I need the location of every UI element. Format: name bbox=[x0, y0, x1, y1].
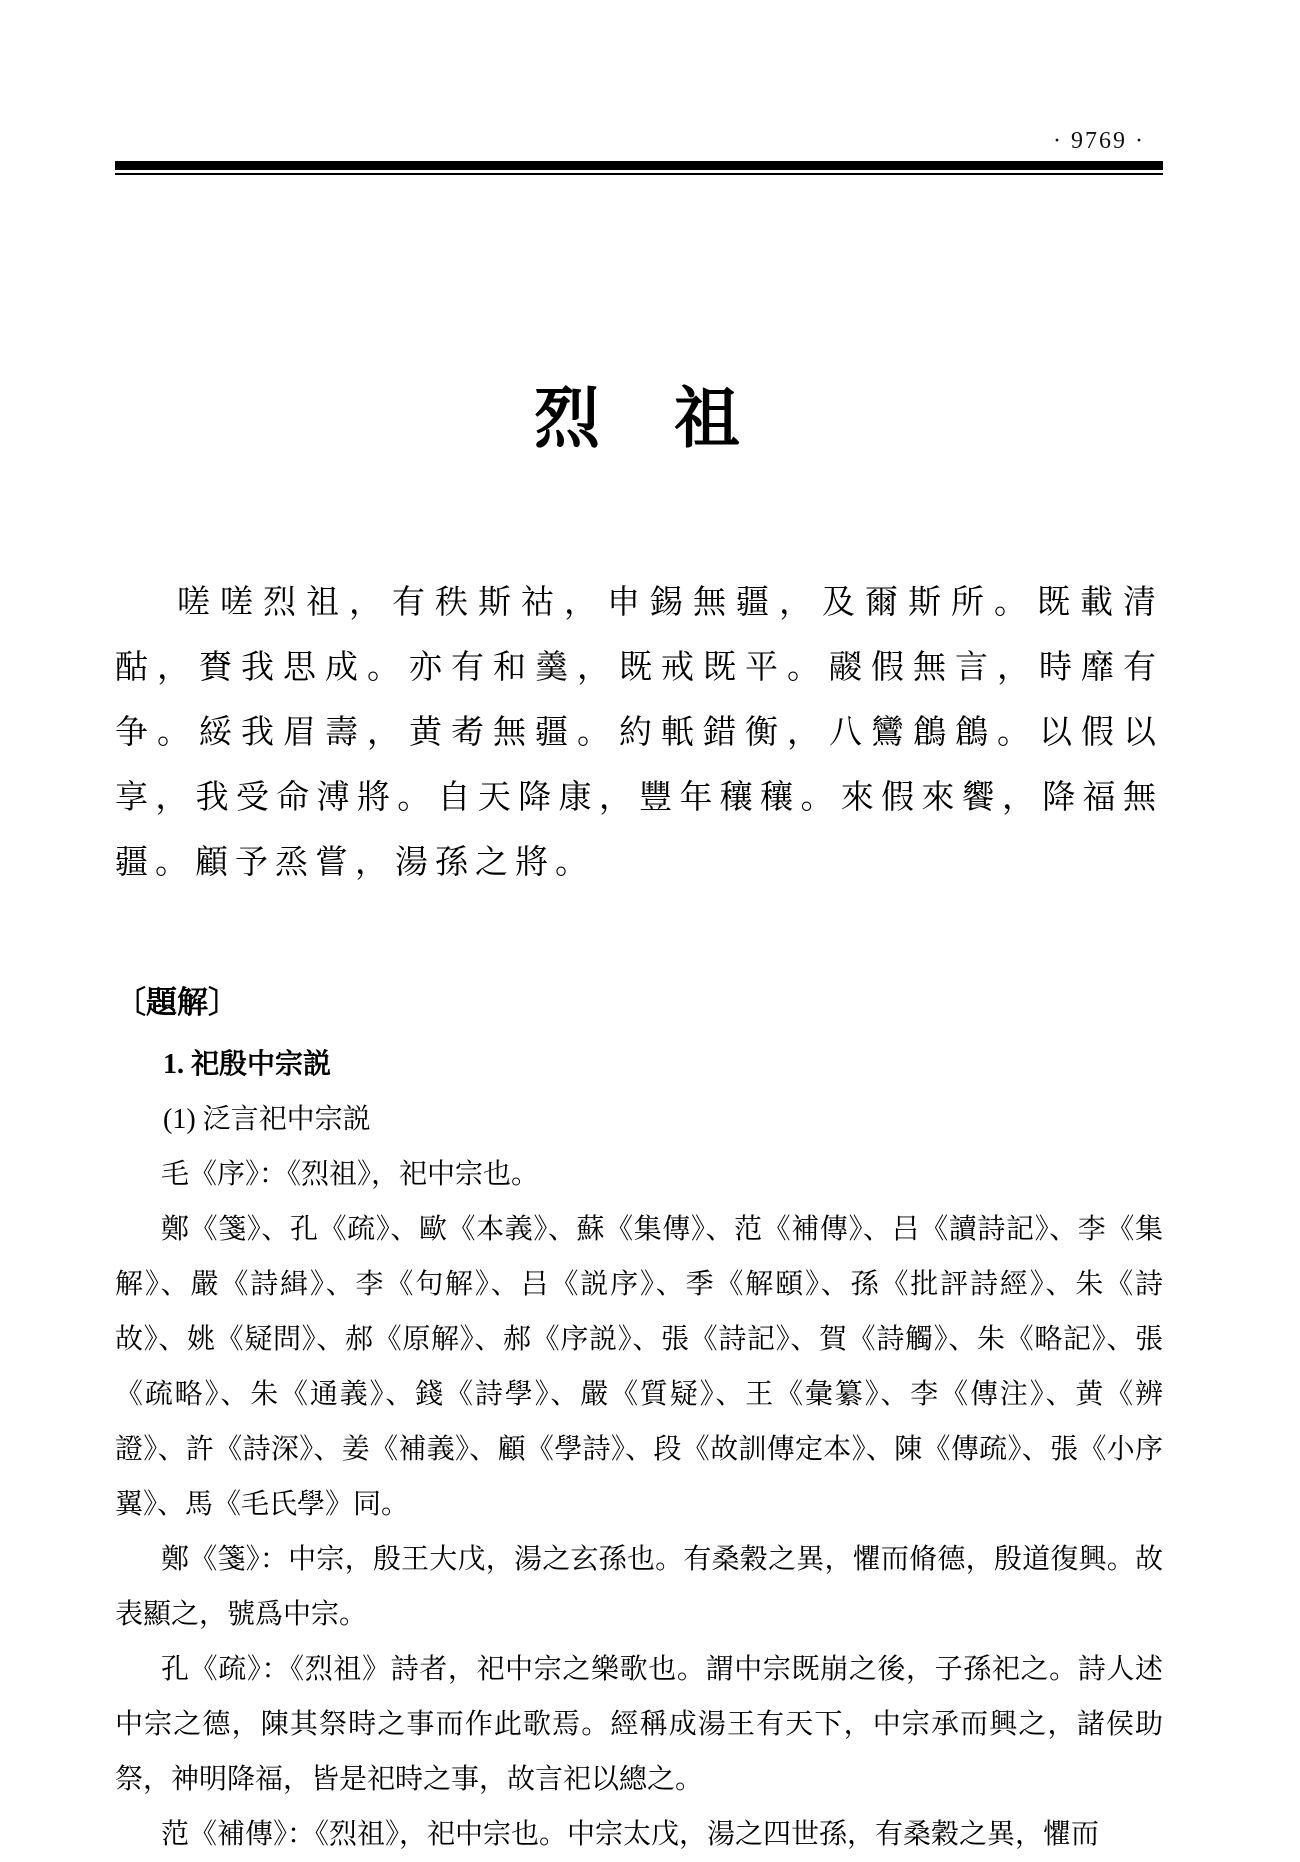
tijie-paragraph-fan-buzhuan: 范《補傳》：《烈祖》，祀中宗也。中宗太戊，湯之四世孫，有桑穀之異，懼而 bbox=[161, 1819, 1100, 1851]
tijie-heading-numbered: 1. 祀殷中宗説 bbox=[163, 1049, 332, 1081]
tijie-paragraph-zheng-jian: 鄭《箋》：中宗，殷王大戊，湯之玄孫也。有桑穀之異，懼而脩德，殷道復興。故表顯之，號爲中宗。 bbox=[115, 1544, 1163, 1631]
tijie-paragraph-mao-xu: 毛《序》：《烈祖》，祀中宗也。 bbox=[161, 1159, 540, 1191]
tijie-section bbox=[115, 984, 1163, 1862]
poem-title: 烈 祖 bbox=[534, 383, 744, 456]
header-rule-thin bbox=[115, 173, 1163, 175]
page-content bbox=[115, 0, 1163, 1862]
tijie-heading-sub: (1) 泛言祀中宗説 bbox=[163, 1104, 371, 1136]
poem-text: 嗟嗟烈祖，有秩斯祜，申錫無疆，及爾斯所。既載清酤，賚我思成。亦有和羹，既戒既平。鬷假無言，時靡有争。綏我眉壽，黄耇無疆。約軝錯衡，八鸞鶬鶬。以假以享，我受命溥將。自天降康，豐年穰穰。來假來饗，降福無疆。顧予烝嘗，湯孫之將。 bbox=[115, 585, 1163, 881]
tijie-paragraph-works-list: 鄭《箋》、孔《疏》、歐《本義》、蘇《集傳》、范《補傳》、吕《讀詩記》、李《集解》、嚴《詩緝》、李《句解》、吕《説序》、季《解頤》、孫《批評詩經》、朱《詩故》、姚《疑問》、郝《原解》、郝《序説》、張《詩記》、賀《詩觸》、朱《略記》、張《疏略》、朱《通義》、錢《詩學》、嚴《質疑》、王《彙纂》、李《傳注》、黄《辨證》、許《詩深》、姜《補義》、顧《學詩》、段《故訓傳定本》、陳《傳疏》、張《小序翼》、馬《毛氏學》同。 bbox=[115, 1214, 1163, 1521]
tijie-section-header: 〔題解〕 bbox=[115, 985, 239, 1020]
tijie-body bbox=[115, 1037, 1163, 1862]
tijie-paragraph-kong-shu: 孔《疏》：《烈祖》詩者，祀中宗之樂歌也。謂中宗既崩之後，子孫祀之。詩人述中宗之德，陳其祭時之事而作此歌焉。經稱成湯王有天下，中宗承而興之，諸侯助祭，神明降福，皆是祀時之事，故言祀以總之。 bbox=[115, 1654, 1163, 1796]
page-number: · 9769 · bbox=[1053, 128, 1145, 154]
page-header bbox=[115, 0, 1163, 175]
header-rule-thick bbox=[115, 161, 1163, 170]
